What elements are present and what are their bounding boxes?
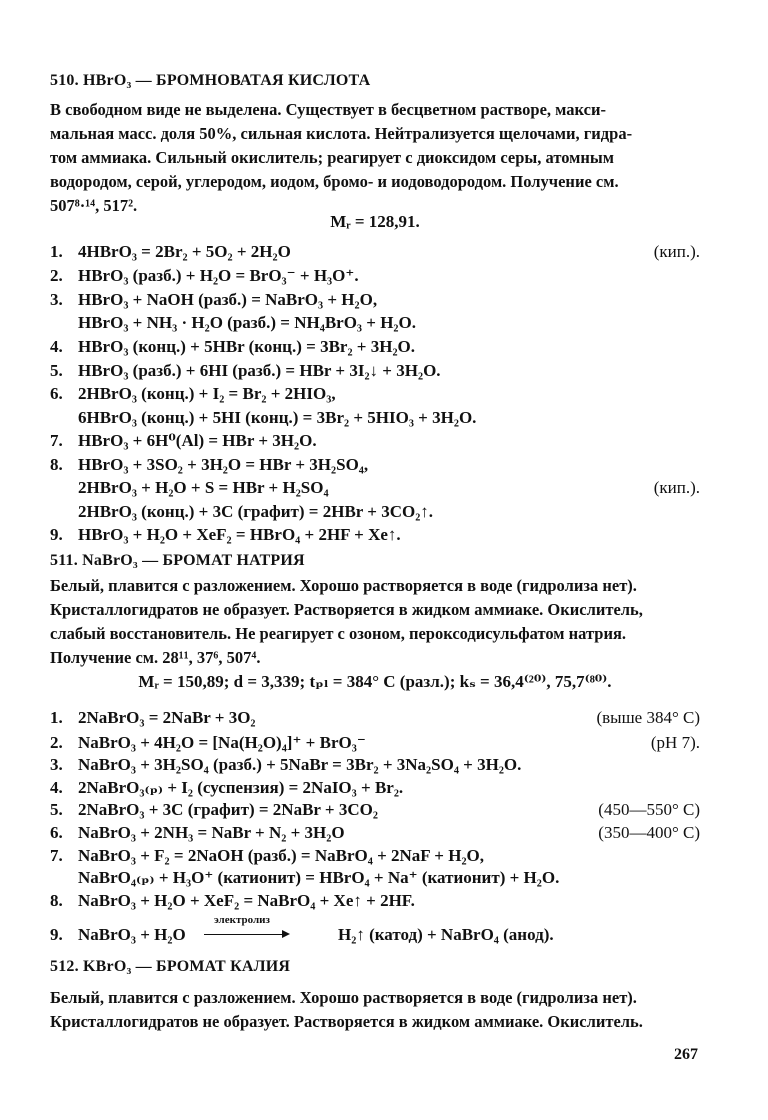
constants-511: Mᵣ = 150,89; d = 3,339; tₚₗ = 384° C (разл.); kₛ = 36,4⁽²⁰⁾, 75,7⁽⁸⁰⁾. bbox=[138, 672, 612, 691]
description-line: Белый, плавится с разложением. Хорошо растворяется в воде (гидролиза нет). bbox=[50, 576, 637, 595]
reaction-arrow-icon bbox=[204, 934, 288, 935]
description-line: В свободном виде не выделена. Существует в бесцветном растворе, макси- bbox=[50, 100, 606, 119]
description-line: водородом, серой, углеродом, иодом, бромо- и иодоводородом. Получение см. bbox=[50, 172, 619, 191]
section-title-510: 510. HBrO₃ — БРОМНОВАТАЯ КИСЛОТА bbox=[50, 72, 371, 89]
book-page: 510. HBrO₃ — БРОМНОВАТАЯ КИСЛОТА В свободном виде не выделена. Существует в бесцветном растворе, макси- мальная масс. доля 50%, сильная кислота. Нейтрализуется щелочами, гидра- том аммиака. Сильный окислитель; реагирует с диоксидом серы, атомным водородом, серой, углеродом, иодом, бромо- и иодоводородом. Получение см. 507⁸·¹⁴, 517². Mᵣ = 128,91. 1. 4HBrO₃ = 2Br₂ + 5O₂ + 2H₂O (кип.). 2. HBrO₃ (разб.) + H₂O = BrO₃⁻ + H₃O⁺. 3. HBrO₃ + NaOH (разб.) = NaBrO₃ + H₂O, HBrO₃ + NH₃ · H₂O (разб.) = NH₄BrO₃ + H₂O. 4. HBrO₃ (конц.) + 5HBr (конц.) = 3Br₂ + 3H₂O. 5. HBrO₃ (разб.) + 6HI (разб.) = HBr + 3I₂↓ + 3H₂O. 6. 2HBrO₃ (конц.) + I₂ = Br₂ + 2HIO₃, 6HBrO₃ (конц.) + 5HI (конц.) = 3Br₂ + 5HIO₃ + 3H₂O. 7. HBrO₃ + 6H⁰(Al) = HBr + 3H₂O. 8. HBrO₃ + 3SO₂ + 3H₂O = HBr + 3H₂SO₄, 2HBrO₃ + H₂O + S = HBr + H₂SO₄ (кип.). 2HBrO₃ (конц.) + 3C (графит) = 2HBr + 3CO₂↑. 9. HBrO₃ + H₂O + XeF₂ = HBrO₄ + 2HF + Xe↑. 511. NaBrO₃ — БРОМАТ НАТРИЯ Белый, плавится с разложением. Хорошо растворяется в воде (гидролиза нет). Кристаллогидратов не образует. Растворяется в жидком аммиаке. Окислитель, слабый восстановитель. Не реагирует с озоном, пероксодисульфатом натрия. Получение см. 28¹¹, 37⁶, 507⁴. Mᵣ = 150,89; d = 3,339; tₚₗ = 384° C (разл.); kₛ = 36,4⁽²⁰⁾, 75,7⁽⁸⁰⁾. 1. 2NaBrO₃ = 2NaBr + 3O₂ (выше 384° C) 2. NaBrO₃ + 4H₂O = [Na(H₂O)₄]⁺ + BrO₃⁻ (pH 7). 3. NaBrO₃ + 3H₂SO₄ (разб.) + 5NaBr = 3Br₂ + 3Na₂SO₄ + 3H₂O. 4. 2NaBrO₃₍ₚ₎ + I₂ (суспензия) = 2NaIO₃ + Br₂. 5. 2NaBrO₃ + 3C (графит) = 2NaBr + 3CO₂ (450—550° C) 6. NaBrO₃ + 2NH₃ = NaBr + N₂ + 3H₂O (350—400° C) 7. NaBrO₃ + F₂ = 2NaOH (разб.) = NaBrO₄ + 2NaF + H₂O, NaBrO₄₍ₚ₎ + H₃O⁺ (катионит) = HBrO₄ + Na⁺ (катионит) + H₂O. 8. NaBrO₃ + H₂O + XeF₂ = NaBrO₄ + Xe↑ + 2HF. 9. NaBrO₃ + H₂O H₂↑ (катод) + NaBrO₄ (анод). электролиз 512. KBrO₃ — БРОМАТ КАЛИЯ Белый, плавится с разложением. Хорошо растворяется в воде (гидролиза нет). Кристаллогидратов не образует. Растворяется в жидком аммиаке. Окислитель. 267 bbox=[50, 72, 700, 1063]
section-description-512 bbox=[50, 986, 700, 1034]
constants-510: Mᵣ = 128,91. bbox=[330, 212, 420, 231]
section-description-510 bbox=[50, 98, 700, 218]
reaction-left-side: NaBrO₃ + H₂O bbox=[78, 925, 186, 944]
description-line: том аммиака. Сильный окислитель; реагирует с диоксидом серы, атомным bbox=[50, 148, 615, 167]
description-line: мальная масс. доля 50%, сильная кислота. Нейтрализуется щелочами, гидра- bbox=[50, 124, 633, 143]
page-number: 267 bbox=[674, 1046, 698, 1063]
description-line: Кристаллогидратов не образует. Растворяется в жидком аммиаке. Окислитель, bbox=[50, 600, 643, 619]
section-description-511 bbox=[50, 574, 700, 670]
section-title-511: 511. NaBrO₃ — БРОМАТ НАТРИЯ bbox=[50, 552, 305, 569]
section-title-512: 512. KBrO₃ — БРОМАТ КАЛИЯ bbox=[50, 958, 291, 975]
description-line: Получение см. 28¹¹, 37⁶, 507⁴. bbox=[50, 648, 261, 667]
description-line: слабый восстановитель. Не реагирует с озоном, пероксодисульфатом натрия. bbox=[50, 624, 627, 643]
electrolysis-label: электролиз bbox=[214, 914, 270, 926]
description-line: Кристаллогидратов не образует. Растворяется в жидком аммиаке. Окислитель. bbox=[50, 1012, 643, 1031]
description-line: Белый, плавится с разложением. Хорошо растворяется в воде (гидролиза нет). bbox=[50, 988, 637, 1007]
description-line: 507⁸·¹⁴, 517². bbox=[50, 196, 138, 215]
reaction-right-side: H₂↑ (катод) + NaBrO₄ (анод). bbox=[338, 925, 554, 944]
